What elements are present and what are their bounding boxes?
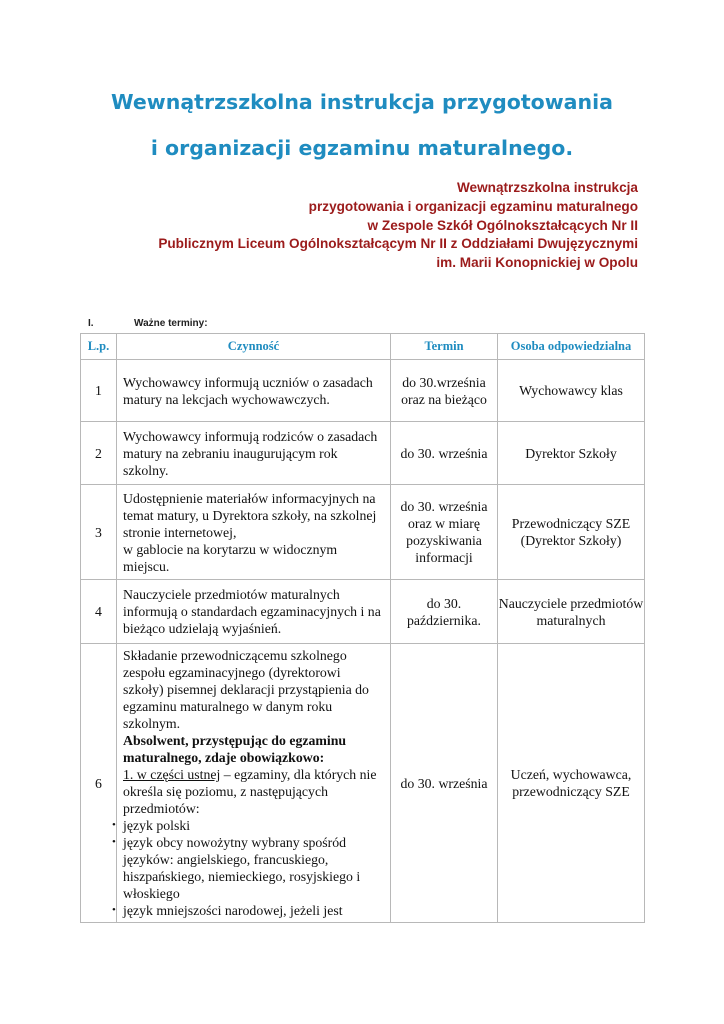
- activity-text: Udostępnienie materiałów informacyjnych na temat matury, u Dyrektora szkoły, na szkolnej stronie internetowej,: [123, 490, 377, 540]
- row-person: Wychowawcy klas: [498, 360, 645, 422]
- list-item-text: język obcy nowożytny wybrany spośród języków: angielskiego, francuskiego, hiszpańskiego, niemieckiego, rosyjskiego i włoskiego: [123, 835, 361, 901]
- row-lp: 3: [81, 485, 117, 580]
- table-header-row: [81, 334, 645, 360]
- subtitle-line: w Zespole Szkół Ogólnokształcących Nr II: [367, 218, 638, 233]
- bullet-icon: •: [112, 904, 116, 916]
- subtitle-line: Publicznym Liceum Ogólnokształcącym Nr II z Oddziałami Dwujęzycznymi: [158, 236, 638, 251]
- row-term: do 30. września oraz w miarę pozyskiwania informacji: [391, 485, 498, 580]
- row-person: Dyrektor Szkoły: [498, 422, 645, 485]
- subject-list: [112, 817, 384, 919]
- subtitle-line: im. Marii Konopnickiej w Opolu: [436, 255, 638, 270]
- row-lp: 4: [81, 580, 117, 644]
- activity-underlined-text: 1. w części ustnej: [123, 767, 221, 782]
- header-activity: Czynność: [117, 334, 391, 360]
- row-activity: [112, 644, 391, 923]
- row-person: Nauczyciele przedmiotów maturalnych: [498, 580, 645, 644]
- row-person: Przewodniczący SZE (Dyrektor Szkoły): [498, 485, 645, 580]
- table-row: [81, 360, 645, 422]
- row-activity: [117, 485, 391, 580]
- list-item-text: język polski: [123, 818, 191, 833]
- row-lp: 2: [81, 422, 117, 485]
- table-row: [81, 422, 645, 485]
- list-item: [112, 817, 384, 834]
- table-row: [81, 644, 645, 923]
- header-lp: L.p.: [81, 334, 117, 360]
- section-number: I.: [88, 318, 94, 329]
- activity-text: Składanie przewodniczącemu szkolnego zespołu egzaminacyjnego (dyrektorowi szkoły) pisemnej deklaracji przystąpienia do egzaminu maturalnego w danym roku szkolnym.: [123, 648, 369, 731]
- list-item: [112, 902, 384, 919]
- header-term: Termin: [391, 334, 498, 360]
- activity-text: – egzaminy, dla których nie określa się poziomu, z następujących przedmiotów:: [123, 767, 377, 816]
- table-row: [81, 485, 645, 580]
- row-term: do 30. września: [391, 422, 498, 485]
- row-lp: 1: [81, 360, 117, 422]
- row-person: Uczeń, wychowawca, przewodniczący SZE: [498, 644, 645, 923]
- row-term: do 30.września oraz na bieżąco: [391, 360, 498, 422]
- activity-bold-text: Absolwent, przystępując do egzaminu maturalnego, zdaje obowiązkowo:: [123, 733, 347, 765]
- deadlines-table: [80, 333, 645, 923]
- page-title-line-2: i organizacji egzaminu maturalnego.: [150, 136, 574, 160]
- row-lp: 6: [81, 644, 117, 923]
- section-heading: [88, 318, 208, 329]
- bullet-icon: •: [112, 819, 116, 831]
- row-term: do 30. września: [391, 644, 498, 923]
- list-item: [112, 834, 384, 902]
- row-activity: Wychowawcy informują uczniów o zasadach matury na lekcjach wychowawczych.: [117, 360, 391, 422]
- page-title-line-1: Wewnątrzszkolna instrukcja przygotowania: [111, 90, 613, 114]
- activity-text: w gablocie na korytarzu w widocznym miejscu.: [123, 541, 338, 574]
- row-activity: Nauczyciele przedmiotów maturalnych informują o standardach egzaminacyjnych i na bieżąco udzielają wyjaśnień.: [117, 580, 391, 644]
- row-activity: Wychowawcy informują rodziców o zasadach matury na zebraniu inaugurującym rok szkolny.: [117, 422, 391, 485]
- activity-text: [123, 766, 384, 817]
- subtitle-line: Wewnątrzszkolna instrukcja: [456, 180, 638, 195]
- bullet-icon: •: [112, 836, 116, 848]
- list-item-text: język mniejszości narodowej, jeżeli jest: [123, 903, 343, 918]
- table-row: [81, 580, 645, 644]
- header-person: Osoba odpowiedzialna: [498, 334, 645, 360]
- section-title: Ważne terminy:: [134, 318, 208, 329]
- row-term: do 30. października.: [391, 580, 498, 644]
- subtitle-line: przygotowania i organizacji egzaminu maturalnego: [308, 199, 638, 214]
